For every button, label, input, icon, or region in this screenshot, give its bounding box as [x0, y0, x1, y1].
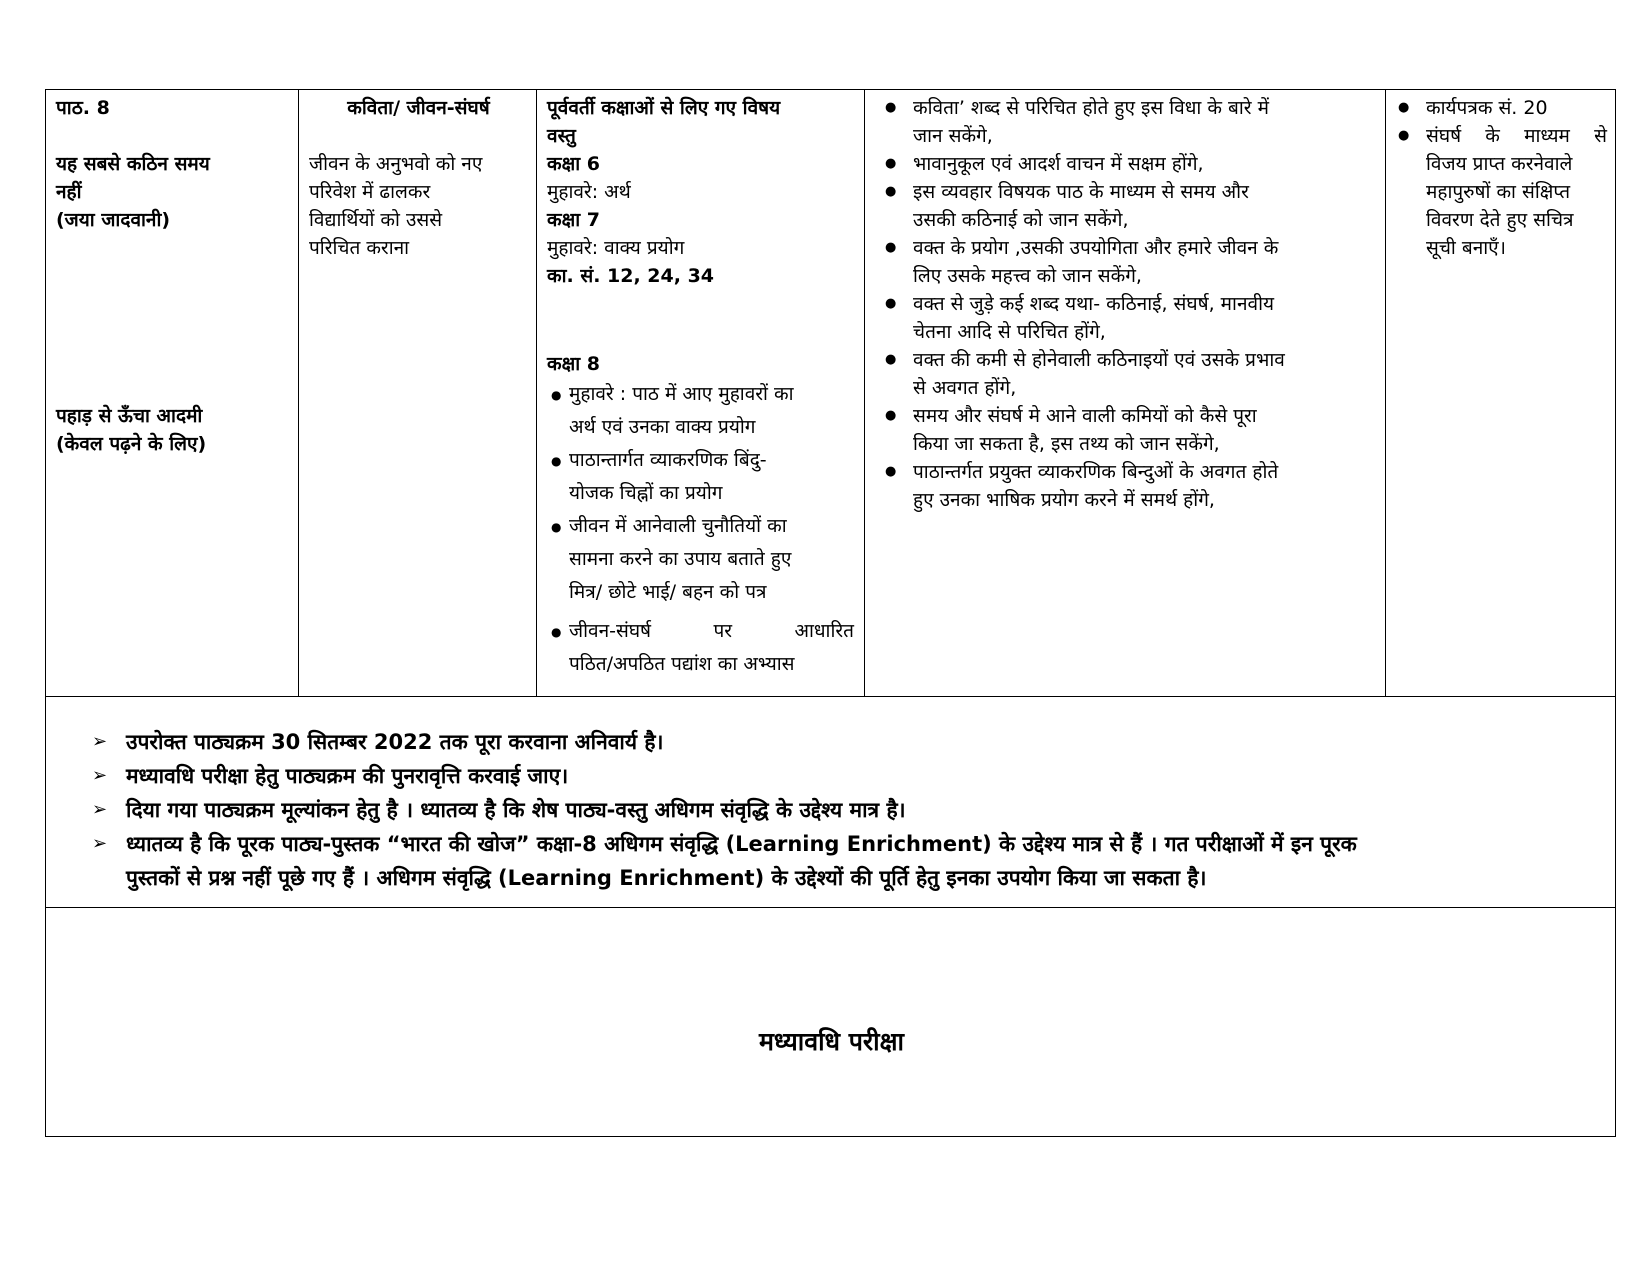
lesson-cell: [46, 90, 299, 697]
theme-text-line: परिचित कराना: [309, 237, 410, 259]
list-item: ● वक्त से जुड़े कई शब्द यथा- कठिनाई, संघर्ष, मानवीय चेतना आदि से परिचित होंगे,: [883, 290, 1377, 346]
theme-text-line: विद्यार्थियों को उससे: [309, 209, 443, 231]
notes-list: [46, 725, 1615, 895]
theme-text-line: जीवन के अनुभवो को नए: [309, 153, 483, 175]
theme-text-line: परिवेश में ढालकर: [309, 181, 431, 203]
note-item: ➢ ध्यातव्य है कि पूरक पाठ्य-पुस्तक “भारत की खोज” कक्षा-8 अधिगम संवृद्धि (Learning Enrichment) के उद्देश्य मात्र से हैं । गत परीक्षाओं में इन पूरक पुस्तकों से प्रश्न नहीं पूछे गए हैं । अधिगम संवृद्धि (Learning Enrichment) के उद्देश्यों की पूर्ति हेतु इनका उपयोग किया जा सकता है।: [46, 827, 1615, 895]
list-item: ● कार्यपत्रक सं. 20: [1396, 94, 1607, 122]
note-item: ➢ दिया गया पाठ्यक्रम मूल्यांकन हेतु है । ध्यातव्य है कि शेष पाठ्य-वस्तु अधिगम संवृद्धि के उद्देश्य मात्र है।: [46, 793, 1615, 827]
class6-text: मुहावरे: अर्थ: [547, 181, 631, 203]
exam-cell: [46, 908, 1616, 1137]
arrow-bullet-icon: ➢: [92, 833, 108, 854]
worksheet-numbers: का. सं. 12, 24, 34: [547, 265, 715, 287]
list-item: ● समय और संघर्ष मे आने वाली कमियों को कैसे पूरा किया जा सकता है, इस तथ्य को जान सकेंगे,: [883, 402, 1377, 458]
list-item: ● इस व्यवहार विषयक पाठ के माध्यम से समय और उसकी कठिनाई को जान सकेंगे,: [883, 178, 1377, 234]
lesson-author: (जया जादवानी): [56, 209, 171, 231]
prior-heading-line1: पूर्ववर्ती कक्षाओं से लिए गए विषय: [547, 97, 781, 119]
learning-outcomes-cell: [865, 90, 1386, 697]
note-item: ➢ उपरोक्त पाठ्यक्रम 30 सितम्बर 2022 तक पूरा करवाना अनिवार्य है।: [46, 725, 1615, 759]
notes-cell: [46, 697, 1616, 908]
syllabus-table: [45, 89, 1616, 1137]
lesson-title-line1: यह सबसे कठिन समय: [56, 153, 210, 175]
list-item: ● जीवन-संघर्ष पर आधारित पठित/अपठित पद्यांश का अभ्यास: [547, 615, 854, 681]
notes-row: [46, 697, 1616, 908]
lesson-title-line2: नहीं: [56, 181, 82, 203]
arrow-bullet-icon: ➢: [92, 731, 108, 752]
class6-label: कक्षा 6: [547, 153, 600, 175]
list-item: ● जीवन में आनेवाली चुनौतियों का सामना करने का उपाय बताते हुए मित्र/ छोटे भाई/ बहन को पत्र: [547, 510, 854, 609]
note-item: ➢ मध्यावधि परीक्षा हेतु पाठ्यक्रम की पुनरावृत्ति करवाई जाए।: [46, 759, 1615, 793]
lesson-number: पाठ. 8: [56, 97, 110, 119]
list-item: ● मुहावरे : पाठ में आए मुहावरों का अर्थ एवं उनका वाक्य प्रयोग: [547, 378, 854, 444]
list-item: ● कविता’ शब्द से परिचित होते हुए इस विधा के बारे में जान सकेंगे,: [883, 94, 1377, 150]
exam-title: मध्यावधि परीक्षा: [758, 1027, 905, 1056]
list-item: ● संघर्ष के माध्यम से विजय प्राप्त करनेवाले महापुरुषों का संक्षिप्त विवरण देते हुए सचित्र सूची बनाएँ।: [1396, 122, 1607, 262]
list-item: ● भावानुकूल एवं आदर्श वाचन में सक्षम होंगे,: [883, 150, 1377, 178]
list-item: ● पाठान्तार्गत व्याकरणिक बिंदु- योजक चिह्नों का प्रयोग: [547, 444, 854, 510]
class8-list: [547, 378, 854, 681]
theme-cell: [299, 90, 537, 697]
exam-row: [46, 908, 1616, 1137]
activities-cell: [1386, 90, 1616, 697]
list-item: ● वक्त के प्रयोग ,उसकी उपयोगिता और हमारे जीवन के लिए उसके महत्त्व को जान सकेंगे,: [883, 234, 1377, 290]
theme-heading: कविता/ जीवन-संघर्ष: [347, 97, 490, 119]
arrow-bullet-icon: ➢: [92, 765, 108, 786]
prior-content-cell: [537, 90, 865, 697]
prior-heading-line2: वस्तु: [547, 125, 576, 147]
learning-outcomes-list: [883, 94, 1377, 514]
activities-list: [1396, 94, 1607, 262]
arrow-bullet-icon: ➢: [92, 799, 108, 820]
list-item: ● वक्त की कमी से होनेवाली कठिनाइयों एवं उसके प्रभाव से अवगत होंगे,: [883, 346, 1377, 402]
extra-lesson-note: (केवल पढ़ने के लिए): [56, 433, 207, 455]
list-item: ● पाठान्तर्गत प्रयुक्त व्याकरणिक बिन्दुओं के अवगत होते हुए उनका भाषिक प्रयोग करने में समर्थ होंगे,: [883, 458, 1377, 514]
lesson-row: [46, 90, 1616, 697]
extra-lesson-title: पहाड़ से ऊँचा आदमी: [56, 405, 203, 427]
class7-label: कक्षा 7: [547, 209, 600, 231]
class8-label: कक्षा 8: [547, 353, 600, 375]
class7-text: मुहावरे: वाक्य प्रयोग: [547, 237, 685, 259]
